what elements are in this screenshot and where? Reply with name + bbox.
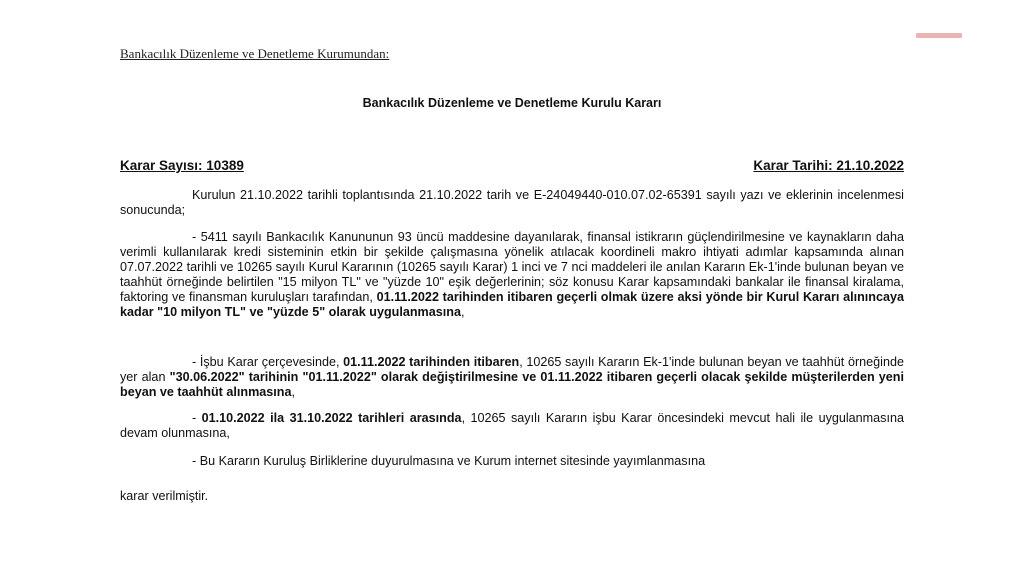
paragraph-article-3-text: , 10265 sayılı Kararın işbu Karar öncesindeki mevcut hali ile uygulanmasına devam olunmasına,	[120, 411, 904, 440]
paragraph-article-2-end: ,	[291, 385, 295, 399]
institution-header: Bankacılık Düzenleme ve Denetleme Kurumundan:	[120, 46, 390, 61]
paragraph-article-3-dates: 01.10.2022 ila 31.10.2022 tarihleri arasında	[201, 411, 462, 425]
paragraph-article-3	[120, 411, 904, 441]
paragraph-article-3-lead: -	[192, 411, 202, 425]
paragraph-article-2-date: 01.11.2022 tarihinden itibaren	[343, 355, 520, 369]
decision-date: Karar Tarihi: 21.10.2022	[753, 158, 904, 173]
closing-statement: karar verilmiştir.	[120, 489, 209, 503]
paragraph-intro: Kurulun 21.10.2022 tarihli toplantısında 21.10.2022 tarih ve E-24049440-010.07.02-65391 sayılı yazı ve eklerinin incelenmesi sonucunda;	[120, 188, 904, 217]
watermark-logo	[916, 33, 962, 38]
paragraph-article-2-text: , 10265 sayılı Kararın Ek-1'inde bulunan beyan ve taahhüt örneğinde yer alan	[120, 355, 904, 384]
paragraph-article-2	[120, 355, 904, 400]
paragraph-article-1-bold: 01.11.2022 tarihinden itibaren geçerli olmak üzere aksi yönde bir Kurul Kararı alınıncaya kadar "10 milyon TL" ve "yüzde 5" olarak uygulanmasına	[120, 290, 904, 319]
decision-number: Karar Sayısı: 10389	[120, 158, 244, 173]
paragraph-article-2-bold: "30.06.2022" tarihinin "01.11.2022" olarak değiştirilmesine ve 01.11.2022 itibaren geçerli olacak şekilde müşterilerden yeni beyan ve taahhüt alınmasına	[120, 370, 904, 399]
decision-meta-row	[120, 158, 904, 173]
paragraph-article-1	[120, 230, 904, 320]
document-title: Bankacılık Düzenleme ve Denetleme Kurulu Kararı	[362, 96, 662, 110]
paragraph-article-1-text: - 5411 sayılı Bankacılık Kanununun 93 üncü maddesine dayanılarak, finansal istikrarın güçlendirilmesine ve kaynakların daha verimli kullanılarak kredi sisteminin etkin bir şekilde çalışmasına yönelik atılacak koordineli makro ihtiyati adımlar kapsamında alınan 07.07.2022 tarihli ve 10265 sayılı Kurul Kararının (10265 sayılı Karar) 1 inci ve 7 nci maddeleri ile anılan Kararın Ek-1'inde bulunan beyan ve taahhüt örneğinde belirtilen "15 milyon TL" ve "yüzde 10" eşik değerlerinin; söz konusu Karar kapsamındaki bankalar ile finansal kiralama, faktoring ve finansman kuruluşları tarafından,	[120, 230, 904, 304]
document-page	[120, 40, 904, 560]
paragraph-article-2-lead: - İşbu Karar çerçevesinde,	[192, 355, 344, 369]
paragraph-article-1-end: ,	[460, 305, 465, 319]
paragraph-article-4: - Bu Kararın Kuruluş Birliklerine duyurulmasına ve Kurum internet sitesinde yayımlanmasına	[192, 454, 706, 468]
